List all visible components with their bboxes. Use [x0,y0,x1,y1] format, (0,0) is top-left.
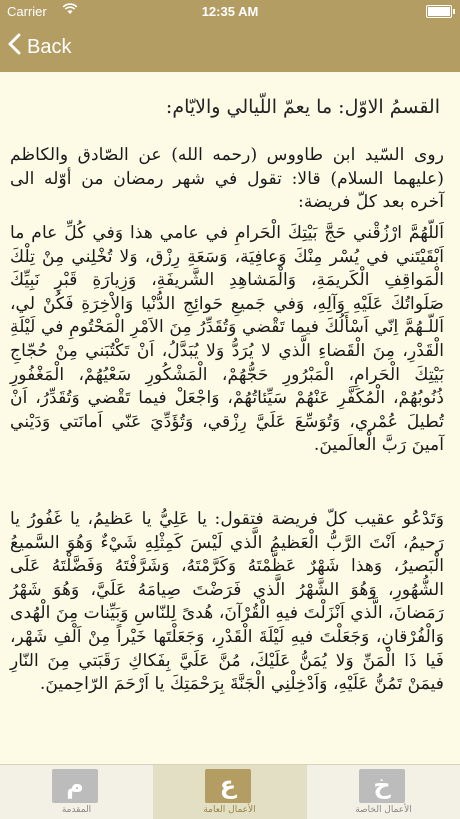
tab-general-deeds-label: الأعمال العامة [203,805,256,815]
tab-special-deeds-icon: خ [359,769,405,803]
section-title: القسمُ الاوّل: ما يعمّ اللّيالي والايّام: [165,96,440,118]
dua-content[interactable] [0,72,460,764]
tab-general-deeds[interactable] [153,765,307,819]
tab-introduction[interactable] [0,765,153,819]
back-button[interactable] [8,30,71,64]
navigation-bar [0,22,460,72]
back-label: Back [27,35,72,58]
tab-general-deeds-icon: ع [205,769,251,803]
dua-paragraph-1: اَللّهُمَّ ارْزُقْني حَجَّ بَيْتِكَ الْحَرامِ في عامي هذا وَفي كُلِّ عام ما اَبْقَيْتَني في يُسْر مِنْكَ وَعافِيَة، وَسَعَةِ رِزْق، وَلا تُخْلِني مِنْ تِلْكَ الْمَواقِفِ الْكَريمَةِ، وَالْمَشاهِدِ الشَّريفَةِ، وَزِيارَةِ قَبْرِ نَبِيِّكَ صَلَواتُكَ عَلَيْهِ وَآلِهِ، وَفي جَميعِ حَوائِجِ الدُّنْيا وَالاْخِرَةِ فَكُنْ لي، اَللّـهُمَّ اِنّي اَسْأَلُكَ فيما تَقْضي وَتُقَدِّرُ مِنَ الاَمْرِ الْمَحْتُومِ في لَيْلَةِ الْقَدْرِ، مِنَ الْقَضاءِ الَّذي لا يُرَدُّ وَلا يُبَدَّلُ، اَنْ تَكْتُبَني مِنْ حُجّاجِ بَيْتِكَ الْحَرامِ، الْمَبْرُورِ حَجُّهُمْ، الْمَشْكُورِ سَعْيُهُمْ، الْمَغْفُورِ ذُنُوبُهُمْ، الْمُكَفَّرِ عَنْهُمْ سَيِّئاتُهُمْ، وَاجْعَلْ فيما تَقْضي وَتُقَدِّرُ، اَنْ تُطيلَ عُمْري، وَتُوَسِّعَ عَلَيَّ رِزْقي، وَتُؤَدِّيَ عَنّي اَمانَتي وَدَيْني آمينَ رَبَّ الْعالَمينَ. [10,223,444,456]
dua-paragraph-2: وَتَدْعُو عقيب كلّ فريضة فتقول: يا عَلِيُّ يا عَظيمُ، يا غَفُورُ يا رَحيمُ، اَنْتَ الرَّبُّ الْعَظيمُ الَّذي لَيْسَ كَمِثْلِهِ شَيْءٌ وَهُوَ السَّميعُ الْبَصيرُ، وَهذا شَهْرٌ عَظَّمْتَهُ وَكَرَّمْتَهُ، وَشَرَّفْتَهُ وَفَضَّلْتَهُ عَلَى الشُّهُورِ، وَهُوَ الشَّهْرُ الَّذي فَرَضْتَ صِيامَهُ عَلَيَّ، وَهُوَ شَهْرُ رَمَضانَ، الَّذي اَنْزَلْتَ فيهِ الْقُرْآنَ، هُدىً لِلنّاسِ وَبَيِّنات مِنَ الْهُدى وَالْفُرْقانِ، وَجَعَلْتَ فيهِ لَيْلَةَ الْقَدْرِ، وَجَعَلْتَها خَيْراً مِنْ اَلْفِ شَهْر، فَيا ذَا الْمَنِّ وَلا يُمَنُّ عَلَيْكَ، مُنَّ عَلَيَّ بِفَكاكِ رَقَبَتي مِنَ النّارِ فيمَنْ تَمُنُّ عَلَيْهِ، وَاَدْخِلْنِي الْجَنَّةَ بِرَحْمَتِكَ يا اَرْحَمَ الرّاحِمينَ. [10,509,444,695]
tab-special-deeds[interactable] [307,765,460,819]
chevron-left-icon [8,33,27,61]
tab-introduction-label: المقدمة [61,805,92,815]
status-bar [0,0,460,22]
status-time: 12:35 AM [201,4,259,19]
tab-bar [0,764,460,819]
battery-icon [426,5,452,18]
carrier-label: Carrier [7,4,47,19]
tab-special-deeds-label: الأعمال الخاصة [355,805,412,815]
intro-paragraph: روى السّيد ابن طاووس (رحمه الله) عن الصّادق والكاظم (عليهما السلام) قالا: تقول في شهر رمضان من أوّله الى آخره بعد كلّ فريضة: [10,145,444,213]
tab-introduction-icon: م [52,769,98,803]
